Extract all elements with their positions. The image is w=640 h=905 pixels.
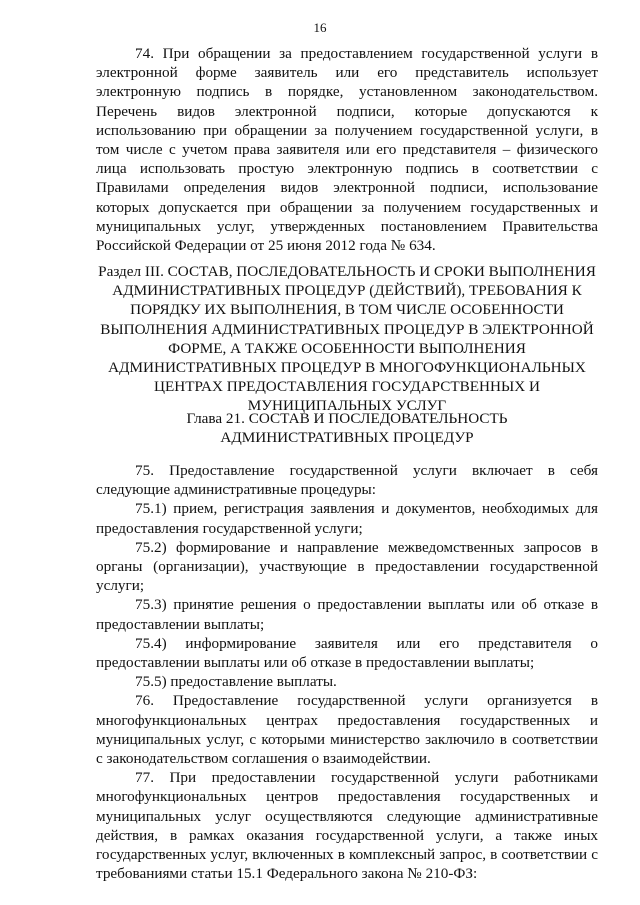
list-item: 75.3) принятие решения о предоставлении выплаты или об отказе в предоставлении выплаты;	[96, 596, 598, 633]
list-item: 75.5) предоставление выплаты.	[135, 673, 337, 691]
paragraph-76: 76. Предоставление государственной услуги организуется в многофункциональных центрах предоставления государственных и муниципальных услуг, с которыми министерство заключило в соответствии с законодательством соглашения о взаимодействии.	[96, 692, 598, 768]
list-item: 75.1) прием, регистрация заявления и документов, необходимых для предоставления государственной услуги;	[96, 500, 598, 537]
paragraph-74: 74. При обращении за предоставлением государственной услуги в электронной форме заявитель или его представитель использует электронную подпись в порядке, установленном законодательством. Перечень видов электронной подписи, которые допускаются к использованию при обращении за получением государственной услуги, в том числе с учетом права заявителя или его представителя – физического лица использовать простую электронную подпись в соответствии с Правилами определения видов электронной подписи, использование которых допускается при обращении за получением государственных и муниципальных услуг, утвержденных постановлением Правительства Российской Федерации от 25 июня 2012 года № 634.	[96, 45, 598, 255]
list-item: 75.2) формирование и направление межведомственных запросов в органы (организации), участвующие в предоставлении государственной услуги;	[96, 538, 598, 595]
paragraph-74-block	[96, 44, 598, 255]
chapter-heading-block	[96, 409, 598, 447]
chapter-heading: Глава 21. СОСТАВ И ПОСЛЕДОВАТЕЛЬНОСТЬ АДМИНИСТРАТИВНЫХ ПРОЦЕДУР	[186, 410, 508, 447]
paragraph-77: 77. При предоставлении государственной услуги работниками многофункциональных центров предоставления государственных и муниципальных услуг осуществляются следующие административные действия, в рамках оказания государственной услуги, а также иных государственных услуг, включенных в комплексный запрос, в соответствии с требованиями статьи 15.1 Федерального закона № 210-ФЗ:	[96, 769, 598, 883]
section-heading: Раздел III. СОСТАВ, ПОСЛЕДОВАТЕЛЬНОСТЬ И СРОКИ ВЫПОЛНЕНИЯ АДМИНИСТРАТИВНЫХ ПРОЦЕДУР (ДЕЙСТВИЙ), ТРЕБОВАНИЯ К ПОРЯДКУ ИХ ВЫПОЛНЕНИЯ, В ТОМ ЧИСЛЕ ОСОБЕННОСТИ ВЫПОЛНЕНИЯ АДМИНИСТРАТИВНЫХ ПРОЦЕДУР В ЭЛЕКТРОННОЙ ФОРМЕ, А ТАКЖЕ ОСОБЕННОСТИ ВЫПОЛНЕНИЯ АДМИНИСТРАТИВНЫХ ПРОЦЕДУР В МНОГОФУНКЦИОНАЛЬНЫХ ЦЕНТРАХ ПРЕДОСТАВЛЕНИЯ ГОСУДАРСТВЕННЫХ И МУНИЦИПАЛЬНЫХ УСЛУГ	[98, 263, 596, 415]
main-text-block	[96, 461, 598, 883]
paragraph-75: 75. Предоставление государственной услуги включает в себя следующие административные процедуры:	[96, 462, 598, 499]
page-number: 16	[313, 20, 327, 35]
section-heading-block	[92, 262, 602, 416]
list-item: 75.4) информирование заявителя или его представителя о предоставлении выплаты или об отказе в предоставлении выплаты;	[96, 634, 598, 672]
